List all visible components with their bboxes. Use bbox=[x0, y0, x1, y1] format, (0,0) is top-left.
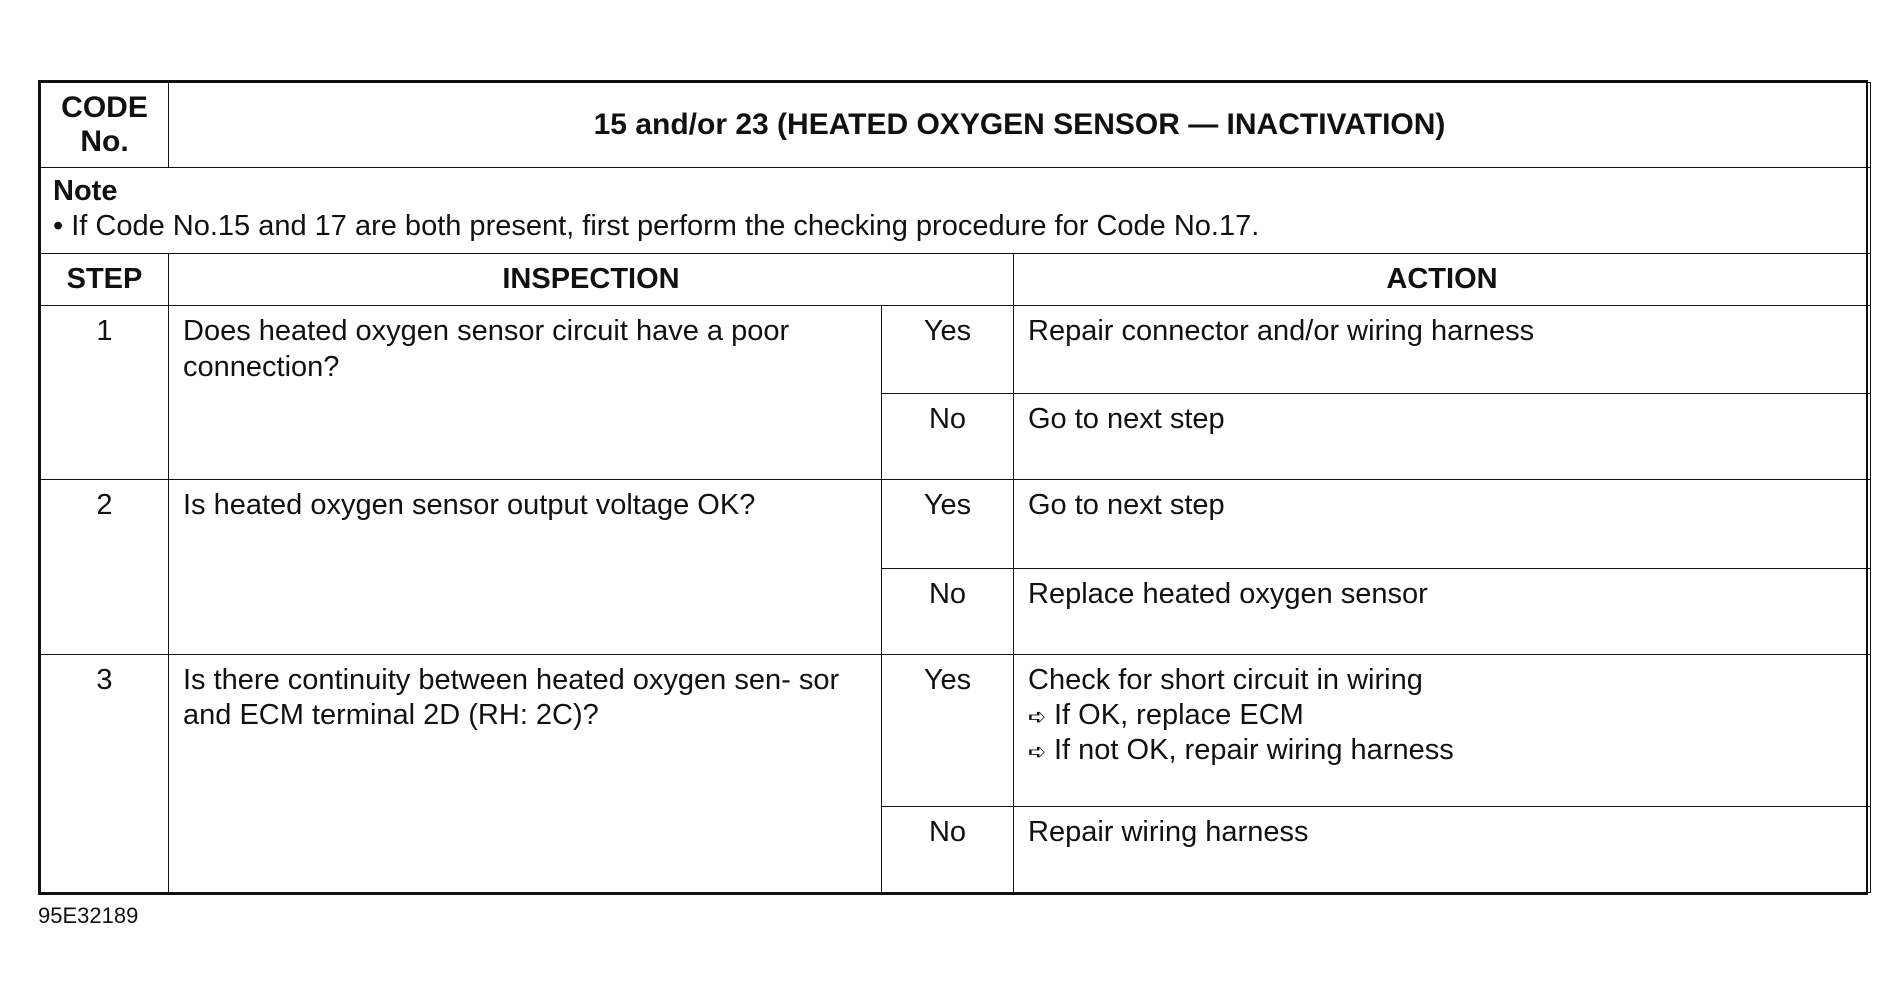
note-item: • If Code No.15 and 17 are both present, first perform the checking procedure for Code No.17. bbox=[53, 210, 1260, 243]
step-number: 2 bbox=[41, 480, 169, 654]
action-yes: Check for short circuit in wiring bbox=[1028, 663, 1423, 696]
sub-action-text: If OK, replace ECM bbox=[1054, 699, 1304, 731]
sub-action bbox=[1028, 733, 1858, 768]
action-no: Go to next step bbox=[1014, 394, 1871, 480]
answer-no: No bbox=[882, 568, 1014, 654]
action-no: Replace heated oxygen sensor bbox=[1014, 568, 1871, 654]
answer-no: No bbox=[882, 394, 1014, 480]
sub-action bbox=[1028, 698, 1858, 733]
note-row bbox=[41, 168, 1871, 254]
code-number-label: CODE No. bbox=[41, 83, 169, 168]
sub-action-text: If not OK, repair wiring harness bbox=[1054, 734, 1454, 767]
table-row bbox=[41, 654, 1871, 806]
step-number: 1 bbox=[41, 306, 169, 480]
answer-yes: Yes bbox=[882, 306, 1014, 394]
right-arrow-icon: ➪ bbox=[1028, 739, 1047, 765]
action-yes: Go to next step bbox=[1014, 480, 1871, 568]
inspection-question: Does heated oxygen sensor circuit have a poor connection? bbox=[169, 306, 882, 480]
note-cell bbox=[41, 168, 1871, 254]
action-yes: Repair connector and/or wiring harness bbox=[1014, 306, 1871, 394]
note-heading: Note bbox=[53, 175, 118, 208]
answer-yes: Yes bbox=[882, 654, 1014, 806]
diagnostic-table-frame bbox=[38, 80, 1868, 895]
step-column-header: STEP bbox=[41, 254, 169, 306]
inspection-question: Is heated oxygen sensor output voltage OK? bbox=[169, 480, 882, 654]
action-no: Repair wiring harness bbox=[1014, 806, 1871, 892]
step-number: 3 bbox=[41, 654, 169, 892]
answer-yes: Yes bbox=[882, 480, 1014, 568]
action-yes-cell bbox=[1014, 654, 1871, 806]
inspection-question: Is there continuity between heated oxygen sen- sor and ECM terminal 2D (RH: 2C)? bbox=[169, 654, 882, 892]
code-header-row bbox=[41, 83, 1871, 168]
right-arrow-icon: ➪ bbox=[1028, 704, 1047, 729]
inspection-column-header: INSPECTION bbox=[169, 254, 1014, 306]
diagnostic-table bbox=[40, 82, 1871, 893]
figure-id: 95E32189 bbox=[38, 903, 139, 928]
code-title: 15 and/or 23 (HEATED OXYGEN SENSOR — INACTIVATION) bbox=[169, 83, 1871, 168]
table-row bbox=[41, 306, 1871, 394]
action-column-header: ACTION bbox=[1014, 254, 1871, 306]
answer-no: No bbox=[882, 806, 1014, 892]
table-row bbox=[41, 480, 1871, 568]
column-header-row bbox=[41, 254, 1871, 306]
